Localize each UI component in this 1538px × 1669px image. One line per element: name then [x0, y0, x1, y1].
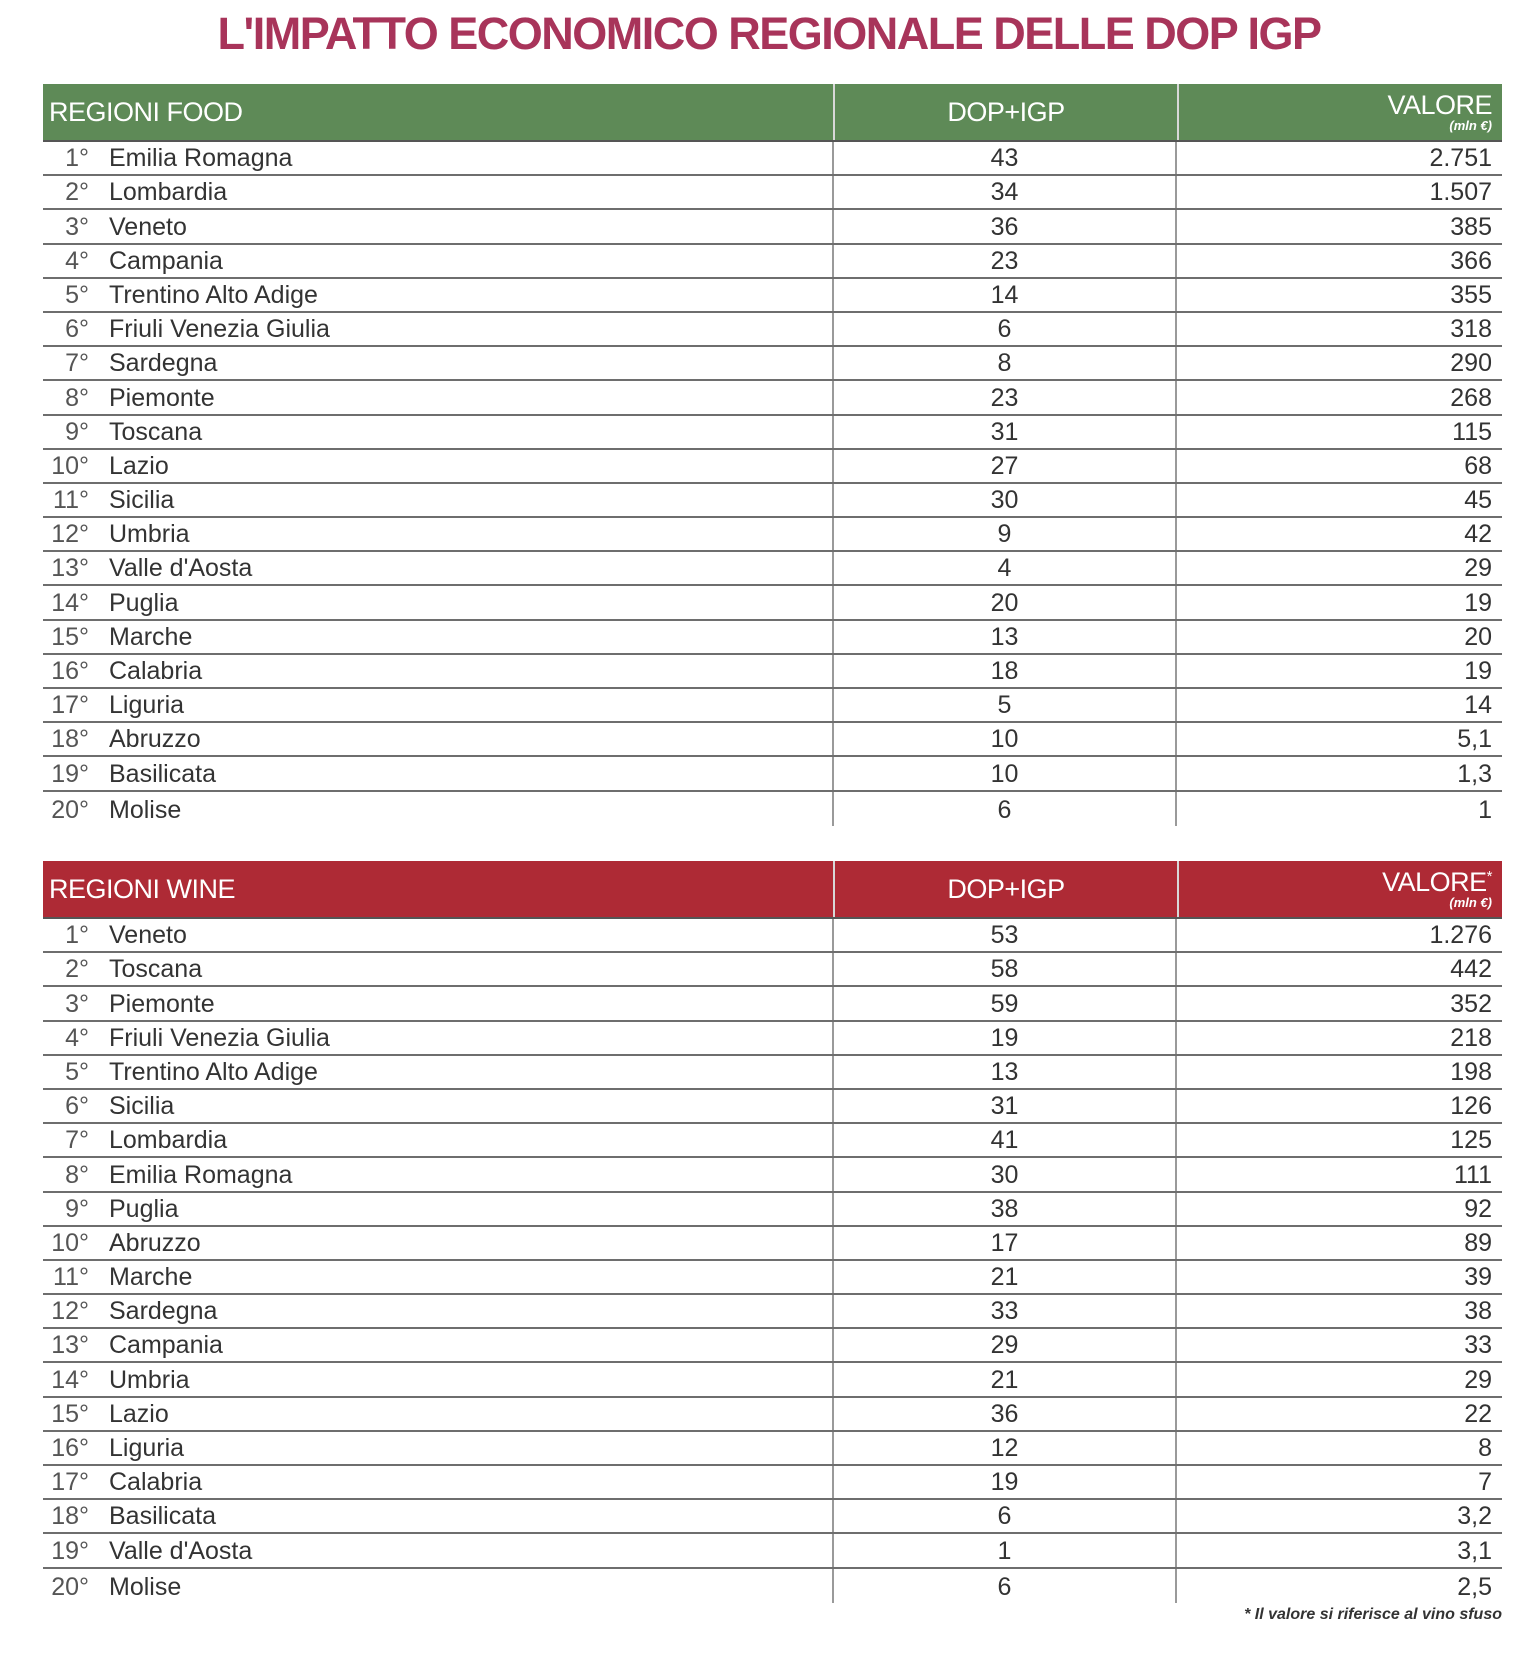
dop-igp-count: 6: [834, 313, 1177, 345]
dop-igp-count: 8: [834, 347, 1177, 379]
region-cell: [43, 655, 834, 687]
region-cell: [43, 1056, 834, 1088]
dop-igp-count: 20: [834, 586, 1177, 618]
dop-igp-count: 27: [834, 450, 1177, 482]
food-value-unit: (mln €): [1449, 117, 1492, 133]
rank: 3°: [65, 212, 89, 241]
rank: 13°: [51, 554, 89, 583]
region-cell: [43, 689, 834, 721]
dop-igp-count: 43: [834, 142, 1177, 174]
region-name: Trentino Alto Adige: [109, 1057, 318, 1086]
value: 7: [1478, 1468, 1492, 1497]
region-cell: [43, 450, 834, 482]
region-name: Lazio: [109, 451, 169, 480]
region-name: Sardegna: [109, 349, 218, 378]
value: 1: [1478, 795, 1492, 824]
region-cell: [43, 279, 834, 311]
value: 1.276: [1429, 921, 1492, 950]
rank: 18°: [51, 725, 89, 754]
rank: 5°: [65, 1057, 89, 1086]
region-name: Sicilia: [109, 1092, 175, 1121]
dop-igp-count: 38: [834, 1193, 1177, 1225]
rank: 8°: [65, 383, 89, 412]
dop-igp-count: 23: [834, 245, 1177, 277]
dop-igp-count: 6: [834, 1500, 1177, 1532]
value: 92: [1464, 1194, 1492, 1223]
rank: 16°: [51, 657, 89, 685]
dop-igp-count: 29: [834, 1329, 1177, 1361]
dop-igp-count: 14: [834, 279, 1177, 311]
food-region-column-header: REGIONI FOOD: [49, 96, 243, 127]
dop-igp-count: 30: [834, 484, 1177, 516]
region-cell: [43, 210, 834, 242]
rank: 11°: [53, 486, 89, 515]
value: 19: [1464, 657, 1492, 685]
dop-igp-count: 12: [834, 1432, 1177, 1464]
value: 115: [1452, 417, 1492, 446]
table-row: [43, 1569, 1502, 1603]
rank: 3°: [65, 989, 89, 1018]
dop-igp-count: 33: [834, 1295, 1177, 1327]
table-row: [43, 1534, 1502, 1568]
dop-igp-count: 34: [834, 176, 1177, 208]
region-name: Friuli Venezia Giulia: [109, 315, 330, 344]
wine-dop-column-header: DOP+IGP: [947, 873, 1065, 904]
rank: 15°: [51, 1399, 89, 1428]
table-row: [43, 1466, 1502, 1500]
region-cell: [43, 757, 834, 789]
page-title: L'IMPATTO ECONOMICO REGIONALE DELLE DOP IGP: [217, 8, 1321, 59]
region-cell: [43, 1022, 834, 1054]
value: 125: [1450, 1126, 1492, 1155]
region-name: Lombardia: [109, 1126, 228, 1155]
rank: 15°: [51, 622, 89, 651]
table-row: [43, 279, 1502, 313]
dop-igp-count: 1: [834, 1534, 1177, 1566]
region-name: Basilicata: [109, 759, 216, 788]
region-name: Calabria: [109, 1468, 203, 1497]
table-row: [43, 1022, 1502, 1056]
dop-igp-count: 6: [834, 1569, 1177, 1603]
region-cell: [43, 1295, 834, 1327]
wine-value-label: VALORE: [1382, 866, 1487, 897]
value: 352: [1450, 989, 1492, 1018]
rank: 12°: [51, 1297, 89, 1326]
value: 29: [1464, 554, 1492, 583]
rank: 2°: [65, 955, 89, 984]
dop-igp-count: 19: [834, 1466, 1177, 1498]
food-value-label: VALORE: [1387, 89, 1492, 120]
value: 45: [1464, 486, 1492, 515]
table-row: [43, 347, 1502, 381]
table-row: [43, 210, 1502, 244]
table-row: [43, 1090, 1502, 1124]
food-value-column-header: [1179, 84, 1502, 140]
wine-table: [43, 861, 1502, 1603]
region-cell: [43, 518, 834, 550]
region-name: Liguria: [109, 691, 185, 720]
table-row: [43, 621, 1502, 655]
value: 442: [1450, 955, 1492, 984]
dop-igp-count: 21: [834, 1363, 1177, 1395]
table-row: [43, 1398, 1502, 1432]
region-cell: [43, 987, 834, 1019]
table-row: [43, 450, 1502, 484]
region-name: Marche: [109, 1263, 193, 1292]
dop-igp-count: 10: [834, 757, 1177, 789]
value: 366: [1450, 246, 1492, 275]
food-dop-column-header: DOP+IGP: [947, 96, 1065, 127]
dop-igp-count: 30: [834, 1158, 1177, 1190]
table-row: [43, 655, 1502, 689]
dop-igp-count: 18: [834, 655, 1177, 687]
region-name: Emilia Romagna: [109, 1160, 293, 1189]
table-row: [43, 1124, 1502, 1158]
table-row: [43, 1227, 1502, 1261]
value: 198: [1450, 1057, 1492, 1086]
region-cell: [43, 347, 834, 379]
region-name: Veneto: [109, 921, 187, 950]
region-cell: [43, 723, 834, 755]
value: 126: [1450, 1092, 1492, 1121]
region-name: Lombardia: [109, 178, 228, 207]
region-name: Calabria: [109, 657, 203, 685]
rank: 9°: [65, 1194, 89, 1223]
rank: 20°: [51, 795, 89, 824]
region-cell: [43, 1534, 834, 1566]
dop-igp-count: 13: [834, 621, 1177, 653]
region-name: Piemonte: [109, 383, 215, 412]
region-name: Marche: [109, 622, 193, 651]
table-row: [43, 1500, 1502, 1534]
table-row: [43, 723, 1502, 757]
region-cell: [43, 1569, 834, 1603]
region-name: Campania: [109, 1331, 223, 1360]
region-name: Veneto: [109, 212, 187, 241]
value: 39: [1464, 1263, 1492, 1292]
dop-igp-count: 53: [834, 919, 1177, 951]
value: 385: [1450, 212, 1492, 241]
rank: 13°: [51, 1331, 89, 1360]
wine-table-header: [43, 861, 1502, 917]
region-name: Toscana: [109, 955, 203, 984]
region-cell: [43, 552, 834, 584]
region-name: Toscana: [109, 417, 203, 446]
dop-igp-count: 17: [834, 1227, 1177, 1259]
table-row: [43, 552, 1502, 586]
rank: 6°: [65, 315, 89, 344]
rank: 4°: [65, 246, 89, 275]
table-row: [43, 381, 1502, 415]
table-row: [43, 792, 1502, 826]
region-cell: [43, 1090, 834, 1122]
region-cell: [43, 484, 834, 516]
dop-igp-count: 59: [834, 987, 1177, 1019]
region-cell: [43, 586, 834, 618]
value: 3,2: [1457, 1502, 1492, 1531]
dop-igp-count: 10: [834, 723, 1177, 755]
region-cell: [43, 1466, 834, 1498]
region-cell: [43, 313, 834, 345]
region-name: Molise: [109, 795, 182, 824]
rank: 20°: [51, 1572, 89, 1601]
value: 2,5: [1457, 1572, 1492, 1601]
value: 19: [1464, 588, 1492, 617]
value: 68: [1464, 451, 1492, 480]
region-cell: [43, 953, 834, 985]
dop-igp-count: 31: [834, 1090, 1177, 1122]
region-cell: [43, 381, 834, 413]
dop-igp-count: 19: [834, 1022, 1177, 1054]
region-name: Puglia: [109, 588, 179, 617]
rank: 10°: [51, 451, 89, 480]
region-cell: [43, 142, 834, 174]
table-row: [43, 1329, 1502, 1363]
value: 218: [1450, 1023, 1492, 1052]
table-row: [43, 142, 1502, 176]
region-cell: [43, 1500, 834, 1532]
dop-igp-count: 13: [834, 1056, 1177, 1088]
region-cell: [43, 1158, 834, 1190]
table-row: [43, 689, 1502, 723]
region-cell: [43, 1329, 834, 1361]
wine-value-column-header: [1179, 861, 1502, 917]
region-cell: [43, 1193, 834, 1225]
rank: 19°: [51, 759, 89, 788]
dop-igp-count: 23: [834, 381, 1177, 413]
table-row: [43, 953, 1502, 987]
value: 1.507: [1429, 178, 1492, 207]
region-cell: [43, 621, 834, 653]
food-table-body: [43, 140, 1502, 826]
rank: 10°: [51, 1228, 89, 1257]
rank: 6°: [65, 1092, 89, 1121]
value: 355: [1450, 280, 1492, 309]
value: 5,1: [1457, 725, 1492, 754]
rank: 19°: [51, 1536, 89, 1565]
value: 8: [1478, 1434, 1492, 1462]
value: 14: [1464, 691, 1492, 720]
rank: 16°: [51, 1434, 89, 1462]
table-row: [43, 313, 1502, 347]
region-name: Emilia Romagna: [109, 144, 293, 173]
dop-igp-count: 41: [834, 1124, 1177, 1156]
table-row: [43, 1056, 1502, 1090]
dop-igp-count: 21: [834, 1261, 1177, 1293]
table-row: [43, 1193, 1502, 1227]
region-cell: [43, 919, 834, 951]
rank: 2°: [65, 178, 89, 207]
footnote: * Il valore si riferisce al vino sfuso: [1244, 1606, 1502, 1623]
dop-igp-count: 6: [834, 792, 1177, 826]
region-cell: [43, 1227, 834, 1259]
rank: 17°: [51, 1468, 89, 1497]
wine-value-unit: (mln €): [1449, 894, 1492, 910]
region-name: Liguria: [109, 1434, 185, 1462]
value: 1,3: [1457, 759, 1492, 788]
food-table-header: [43, 84, 1502, 140]
rank: 9°: [65, 417, 89, 446]
value: 20: [1464, 622, 1492, 651]
table-row: [43, 484, 1502, 518]
dop-igp-count: 9: [834, 518, 1177, 550]
dop-igp-count: 36: [834, 1398, 1177, 1430]
table-row: [43, 1432, 1502, 1466]
rank: 14°: [51, 1365, 89, 1394]
value: 290: [1450, 349, 1492, 378]
region-cell: [43, 792, 834, 826]
region-cell: [43, 1261, 834, 1293]
rank: 4°: [65, 1023, 89, 1052]
table-row: [43, 919, 1502, 953]
table-row: [43, 176, 1502, 210]
region-cell: [43, 1398, 834, 1430]
region-cell: [43, 245, 834, 277]
region-name: Friuli Venezia Giulia: [109, 1023, 330, 1052]
food-table: [43, 84, 1502, 826]
rank: 8°: [65, 1160, 89, 1189]
rank: 11°: [53, 1263, 89, 1292]
value: 42: [1464, 520, 1492, 549]
value: 268: [1450, 383, 1492, 412]
region-name: Abruzzo: [109, 725, 201, 754]
value: 318: [1450, 315, 1492, 344]
region-name: Molise: [109, 1572, 182, 1601]
region-name: Campania: [109, 246, 223, 275]
region-name: Umbria: [109, 520, 190, 549]
region-cell: [43, 416, 834, 448]
rank: 14°: [51, 588, 89, 617]
region-name: Abruzzo: [109, 1228, 201, 1257]
table-row: [43, 757, 1502, 791]
table-row: [43, 518, 1502, 552]
value: 38: [1464, 1297, 1492, 1326]
region-name: Basilicata: [109, 1502, 216, 1531]
value: 3,1: [1457, 1536, 1492, 1565]
value: 22: [1464, 1399, 1492, 1428]
rank: 7°: [65, 1126, 89, 1155]
region-cell: [43, 1432, 834, 1464]
dop-igp-count: 36: [834, 210, 1177, 242]
wine-value-asterisk: *: [1486, 867, 1492, 885]
region-cell: [43, 1363, 834, 1395]
table-row: [43, 1363, 1502, 1397]
table-row: [43, 1295, 1502, 1329]
region-name: Sardegna: [109, 1297, 218, 1326]
table-row: [43, 586, 1502, 620]
region-name: Puglia: [109, 1194, 179, 1223]
value: 89: [1464, 1228, 1492, 1257]
rank: 7°: [65, 349, 89, 378]
value: 2.751: [1429, 144, 1492, 173]
value: 29: [1464, 1365, 1492, 1394]
dop-igp-count: 31: [834, 416, 1177, 448]
region-name: Valle d'Aosta: [109, 1536, 253, 1565]
table-row: [43, 1158, 1502, 1192]
wine-region-column-header: REGIONI WINE: [49, 873, 236, 904]
dop-igp-count: 5: [834, 689, 1177, 721]
region-name: Umbria: [109, 1365, 190, 1394]
region-cell: [43, 176, 834, 208]
rank: 1°: [65, 921, 89, 950]
region-name: Valle d'Aosta: [109, 554, 253, 583]
rank: 18°: [51, 1502, 89, 1531]
wine-table-body: [43, 917, 1502, 1603]
region-name: Lazio: [109, 1399, 169, 1428]
rank: 1°: [65, 144, 89, 173]
region-name: Sicilia: [109, 486, 175, 515]
dop-igp-count: 58: [834, 953, 1177, 985]
region-name: Trentino Alto Adige: [109, 280, 318, 309]
rank: 5°: [65, 280, 89, 309]
rank: 17°: [51, 691, 89, 720]
table-row: [43, 416, 1502, 450]
region-name: Piemonte: [109, 989, 215, 1018]
table-row: [43, 245, 1502, 279]
table-row: [43, 987, 1502, 1021]
region-cell: [43, 1124, 834, 1156]
table-row: [43, 1261, 1502, 1295]
value: 111: [1453, 1160, 1492, 1189]
dop-igp-count: 4: [834, 552, 1177, 584]
rank: 12°: [51, 520, 89, 549]
value: 33: [1464, 1331, 1492, 1360]
